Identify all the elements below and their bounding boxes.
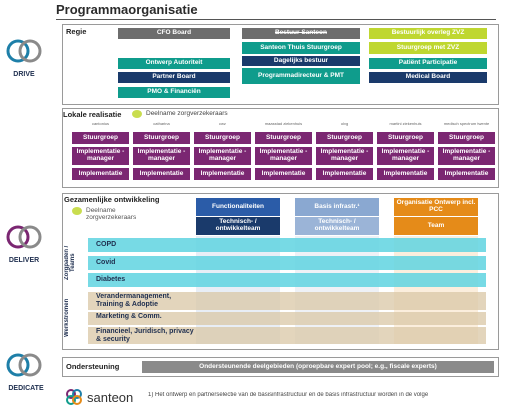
stuurgroep-box: Stuurgroep bbox=[316, 132, 373, 144]
hospital-logo: maasstad ziekenhuis bbox=[264, 121, 303, 126]
deliver-icon bbox=[2, 222, 46, 252]
ondersteuning-label: Ondersteuning bbox=[66, 362, 120, 371]
implementatie-box: Implementatie bbox=[255, 168, 312, 180]
deliver-group bbox=[2, 222, 46, 264]
implementatie-box: Implementatie bbox=[72, 168, 129, 180]
implementatie-manager-box: Implementatie -manager bbox=[255, 147, 312, 165]
hospital-logo: medisch spectrum twente bbox=[443, 121, 490, 126]
team-header: Team bbox=[394, 217, 478, 235]
title-divider bbox=[56, 19, 496, 20]
stuurgroep-box: Stuurgroep bbox=[133, 132, 190, 144]
implementatie-box: Implementatie bbox=[316, 168, 373, 180]
partner-board-box: Partner Board bbox=[118, 72, 230, 83]
regie-label: Regie bbox=[66, 27, 87, 36]
dedicate-label: DEDICATE bbox=[8, 385, 44, 392]
stuurgroep-box: Stuurgroep bbox=[438, 132, 495, 144]
santeon-logo-icon bbox=[64, 387, 84, 407]
hospital-logo: martini ziekenhuis bbox=[389, 121, 422, 126]
gezamenlijk-legend-dot bbox=[72, 207, 82, 215]
organisatie-header: Organisatie Ontwerp incl. PCC bbox=[394, 198, 478, 216]
hospital-logo: cantonius bbox=[91, 121, 110, 126]
implementatie-manager-box: Implementatie -manager bbox=[133, 147, 190, 165]
zorgpad-label: Diabetes bbox=[96, 276, 126, 283]
deliver-label: DELIVER bbox=[8, 257, 40, 264]
stuurgroep-box: Stuurgroep bbox=[255, 132, 312, 144]
drive-group bbox=[2, 36, 46, 78]
implementatie-manager-box: Implementatie -manager bbox=[194, 147, 251, 165]
implementatie-manager-box: Implementatie -manager bbox=[438, 147, 495, 165]
santeon-brand: santeon bbox=[87, 389, 134, 405]
ondersteuning-bar: Ondersteunende deelgebieden (oproepbare expert pool; e.g., fiscale experts) bbox=[142, 361, 494, 373]
lokale-legend: Deelname zorgverzekeraars bbox=[146, 110, 228, 117]
ontwerp-autoriteit-box: Ontwerp Autoriteit bbox=[118, 58, 230, 69]
werkstromen-label: Werkstromen bbox=[64, 298, 70, 338]
page-title: Programmaorganisatie bbox=[56, 2, 198, 17]
dagelijks-bestuur-box: Dagelijks bestuur bbox=[242, 56, 360, 66]
gezamenlijk-label: Gezamenlijke ontwikkeling bbox=[64, 195, 160, 204]
patient-participatie-box: Patiënt Participatie bbox=[369, 58, 487, 69]
implementatie-manager-box: Implementatie -manager bbox=[316, 147, 373, 165]
werkstroom-label: Marketing & Comm. bbox=[96, 313, 162, 320]
zorgpad-row bbox=[88, 256, 486, 270]
dedicate-icon bbox=[2, 350, 46, 380]
stuurgroep-box: Stuurgroep bbox=[194, 132, 251, 144]
zorgpad-label: COPD bbox=[96, 241, 117, 248]
lokale-legend-dot bbox=[132, 110, 142, 118]
implementatie-box: Implementatie bbox=[133, 168, 190, 180]
lokale-label: Lokale realisatie bbox=[63, 110, 122, 119]
gezamenlijk-legend: Deelname zorgverzekeraars bbox=[86, 207, 137, 222]
drive-icon bbox=[2, 36, 46, 66]
cfo-board-box: CFO Board bbox=[118, 28, 230, 39]
programmadirecteur-box: Programmadirecteur & PMT bbox=[242, 68, 360, 84]
implementatie-manager-box: Implementatie -manager bbox=[72, 147, 129, 165]
thuis-stuurgroep-box: Santeon Thuis Stuurgroep bbox=[242, 42, 360, 54]
implementatie-box: Implementatie bbox=[194, 168, 251, 180]
medical-board-box: Medical Board bbox=[369, 72, 487, 83]
footnote: 1) Het ontwerp en partnerselectie van de basisinfrastructuur en de basis infrastructuur worden in de volge bbox=[148, 392, 429, 398]
implementatie-box: Implementatie bbox=[438, 168, 495, 180]
tech-team-header: Technisch- / ontwikkelteam bbox=[196, 217, 280, 235]
zorgpad-row bbox=[88, 273, 486, 287]
zorgpad-label: Covid bbox=[96, 259, 116, 266]
implementatie-manager-box: Implementatie -manager bbox=[377, 147, 434, 165]
stuurgroep-box: Stuurgroep bbox=[377, 132, 434, 144]
werkstroom-label: Financieel, Juridisch, privacy & security bbox=[96, 328, 194, 343]
bestuur-box: Bestuur Santeon bbox=[242, 28, 360, 39]
basis-infra-header: Basis infrastr.¹ bbox=[295, 198, 379, 216]
zorgpad-row bbox=[88, 238, 486, 252]
santeon-logo bbox=[64, 386, 144, 408]
stuurgroep-box: Stuurgroep bbox=[72, 132, 129, 144]
functionaliteiten-header: Functionaliteiten bbox=[196, 198, 280, 216]
hospital-logo: olvg bbox=[340, 121, 349, 126]
zorgpaden-label: Zorgpaden / Teams bbox=[64, 245, 76, 281]
implementatie-box: Implementatie bbox=[377, 168, 434, 180]
bestuurlijk-overleg-box: Bestuurlijk overleg ZVZ bbox=[369, 28, 487, 39]
pmo-box: PMO & Financiën bbox=[118, 87, 230, 98]
hospital-logo: catharina bbox=[153, 121, 170, 126]
tech-team2-header: Technisch- / ontwikkelteam bbox=[295, 217, 379, 235]
drive-label: DRIVE bbox=[13, 71, 35, 78]
dedicate-group bbox=[2, 350, 50, 392]
hospital-logo: cwz bbox=[219, 121, 226, 126]
werkstroom-label: Verandermanagement, Training & Adoptie bbox=[96, 293, 172, 308]
stuurgroep-zvz-box: Stuurgroep met ZVZ bbox=[369, 42, 487, 54]
